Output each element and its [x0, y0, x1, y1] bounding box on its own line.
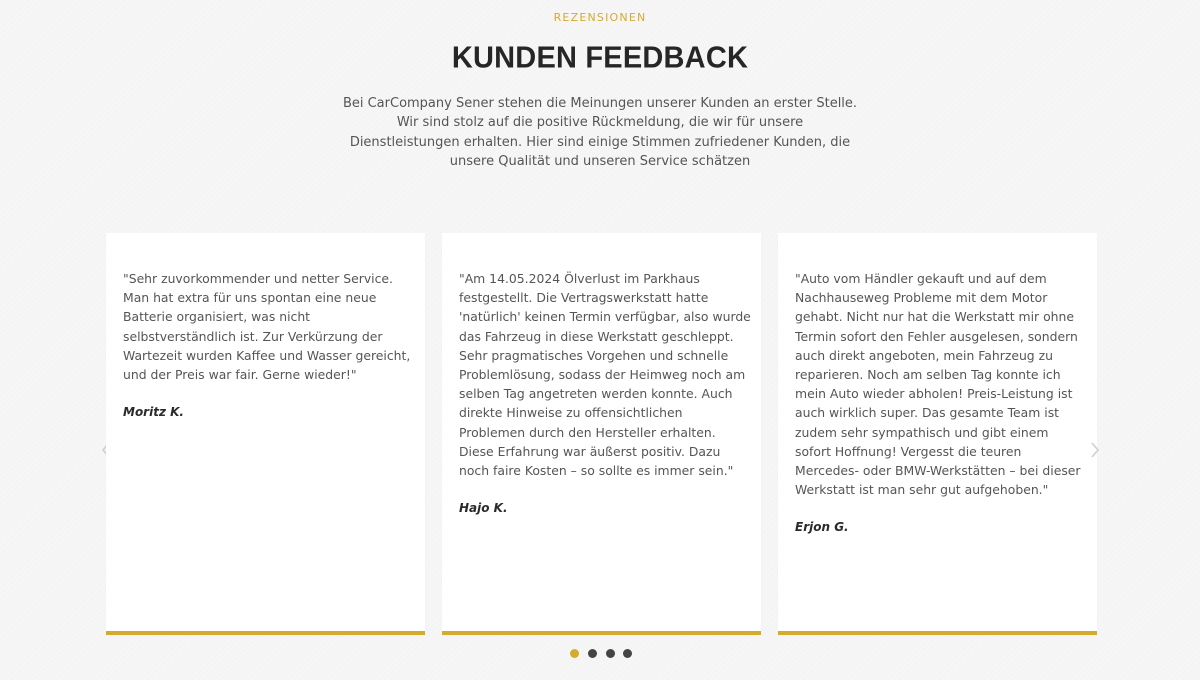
testimonial-quote	[123, 269, 415, 422]
testimonial-author: Hajo K.	[459, 501, 508, 516]
testimonial-quote-text: "Auto vom Händler gekauft und auf dem Nachhauseweg Probleme mit dem Motor gehabt. Nicht nur hat die Werkstatt mir ohne Termin sofort den Fehler ausgelesen, sondern auch direkt angeboten, mein Fahrzeug zu reparieren. Noch am selben Tag konnte ich mein Auto wieder abholen! Preis-Leistung ist auch wirklich super. Das gesamte Team ist zudem sehr sympathisch und gibt einem sofort Hoffnung! Vergesst die teuren Mercedes- oder BMW-Werkstätten – bei dieser Werkstatt ist man sehr gut aufgehoben."	[795, 271, 1081, 498]
testimonial-card	[106, 233, 425, 635]
testimonial-quote-text: "Sehr zuvorkommender und netter Service. Man hat extra für uns spontan eine neue Batterie organisiert, was nicht selbstverständlich ist. Zur Verkürzung der Wartezeit wurden Kaffee und Wasser gereicht, und der Preis war fair. Gerne wieder!"	[123, 271, 411, 383]
testimonial-author: Moritz K.	[123, 405, 184, 420]
carousel-next-button[interactable]	[1088, 439, 1102, 461]
section-title: KUNDEN FEEDBACK	[451, 41, 749, 75]
chevron-right-icon	[1088, 439, 1102, 461]
testimonial-quote	[459, 269, 751, 518]
carousel-dot-4[interactable]	[623, 649, 632, 658]
testimonial-quote	[795, 269, 1087, 538]
testimonial-card	[442, 233, 761, 635]
carousel-dot-3[interactable]	[606, 649, 615, 658]
carousel-dot-2[interactable]	[588, 649, 597, 658]
carousel-dot-1[interactable]	[570, 649, 579, 658]
testimonial-card	[778, 233, 1097, 635]
testimonial-quote-text: "Am 14.05.2024 Ölverlust im Parkhaus festgestellt. Die Vertragswerkstatt hatte 'natürlich' keinen Termin verfügbar, also wurde das Fahrzeug in diese Werkstatt geschleppt. Sehr pragmatisches Vorgehen und schnelle Problemlösung, sodass der Heimweg noch am selben Tag angetreten werden konnte. Auch direkte Hinweise zu offensichtlichen Problemen durch den Hersteller erhalten. Diese Erfahrung war äußerst positiv. Dazu noch faire Kosten – so sollte es immer sein."	[459, 271, 751, 479]
testimonial-author: Erjon G.	[795, 520, 849, 535]
section-eyebrow: REZENSIONEN	[553, 11, 647, 24]
section-intro: Bei CarCompany Sener stehen die Meinungen unserer Kunden an erster Stelle. Wir sind stolz auf die positive Rückmeldung, die wir für unsere Dienstleistungen erhalten. Hier sind einige Stimmen zufriedener Kunden, die unsere Qualität und unseren Service schätzen	[342, 96, 858, 169]
